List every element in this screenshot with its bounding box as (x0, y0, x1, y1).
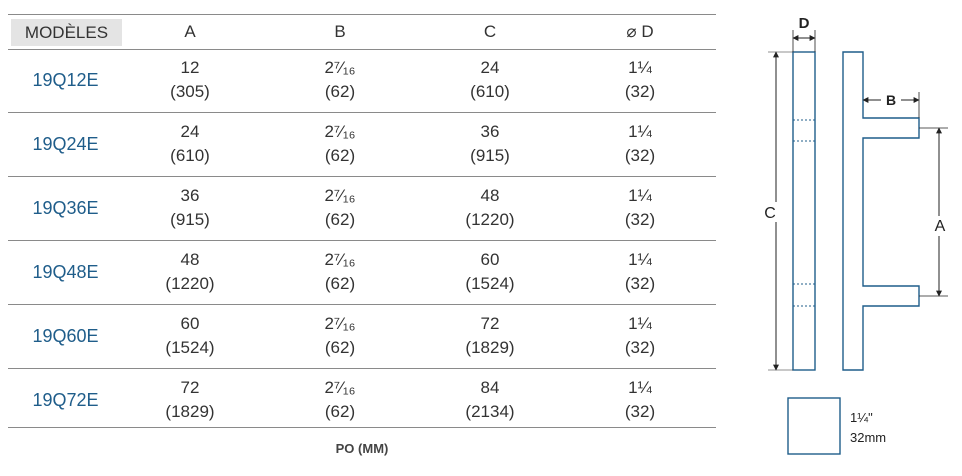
cell-c (430, 56, 550, 104)
model-name: 19Q24E (32, 134, 99, 154)
value-mm: (1524) (465, 274, 515, 293)
model-name: 19Q36E (32, 198, 99, 218)
value-in: 2⁷⁄₁₆ (324, 250, 356, 269)
value-in: 1¼ (628, 58, 652, 77)
cell-a (130, 120, 250, 168)
value-mm: (1220) (465, 210, 515, 229)
cell-b (280, 312, 400, 360)
cell-b (280, 376, 400, 424)
value-mm: (2134) (465, 402, 515, 421)
value-mm: (62) (324, 274, 356, 293)
cell-c (430, 120, 550, 168)
value-in: 12 (180, 58, 200, 77)
value-in: 84 (480, 378, 500, 397)
bar-side-view (793, 52, 815, 370)
cell-a (130, 56, 250, 104)
model-name: 19Q12E (32, 70, 99, 90)
value-in: 48 (180, 250, 200, 269)
value-in: 2⁷⁄₁₆ (324, 58, 356, 77)
value-mm: (1829) (465, 338, 515, 357)
value-mm: (32) (624, 402, 656, 421)
value-in: 2⁷⁄₁₆ (324, 122, 356, 141)
cell-a (130, 248, 250, 296)
table-footer (8, 427, 716, 468)
model-name: 19Q48E (32, 262, 99, 282)
table-row (8, 241, 716, 305)
dimension-c-label: C (764, 205, 776, 222)
value-in: 1¼ (628, 314, 652, 333)
value-mm: (610) (170, 146, 210, 165)
value-mm: (62) (324, 402, 356, 421)
value-mm: (62) (324, 82, 356, 101)
cell-c (430, 376, 550, 424)
cell-c (430, 312, 550, 360)
value-in: 60 (180, 314, 200, 333)
section-size-inches: 1¼" (850, 410, 873, 425)
value-mm: (1524) (165, 338, 215, 357)
value-in: 36 (480, 122, 500, 141)
cell-a (130, 376, 250, 424)
value-in: 72 (180, 378, 200, 397)
cell-b (280, 248, 400, 296)
value-mm: (915) (170, 210, 210, 229)
cell-c (430, 184, 550, 232)
value-in: 24 (480, 58, 500, 77)
cell-b (280, 120, 400, 168)
value-mm: (610) (470, 82, 510, 101)
value-mm: (62) (324, 210, 356, 229)
units-label: PO (MM) (335, 441, 389, 456)
value-mm: (62) (324, 146, 356, 165)
dimension-d-label: D (798, 15, 810, 32)
value-mm: (915) (470, 146, 510, 165)
table-header (8, 14, 716, 50)
cell-b (280, 56, 400, 104)
table-row (8, 49, 716, 113)
value-mm: (32) (624, 274, 656, 293)
dimension-a-label: A (934, 218, 946, 235)
table-row (8, 369, 716, 432)
value-in: 1¼ (628, 122, 652, 141)
value-in: 2⁷⁄₁₆ (324, 314, 356, 333)
column-header-c: C (483, 22, 497, 41)
section-size-mm: 32mm (850, 430, 887, 445)
table-row (8, 305, 716, 369)
value-mm: (305) (170, 82, 210, 101)
value-in: 60 (480, 250, 500, 269)
value-mm: (1829) (165, 402, 215, 421)
cell-d (580, 376, 700, 424)
value-in: 1¼ (628, 250, 652, 269)
column-header-d: ⌀ D (626, 22, 654, 41)
value-mm: (62) (324, 338, 356, 357)
value-in: 2⁷⁄₁₆ (324, 186, 356, 205)
cell-d (580, 312, 700, 360)
value-in: 48 (480, 186, 500, 205)
cell-d (580, 248, 700, 296)
cell-d (580, 184, 700, 232)
grab-bar-diagram (746, 8, 956, 468)
value-mm: (32) (624, 210, 656, 229)
cell-a (130, 184, 250, 232)
value-mm: (32) (624, 338, 656, 357)
value-in: 72 (480, 314, 500, 333)
value-in: 1¼ (628, 378, 652, 397)
column-header-b: B (334, 22, 346, 41)
value-mm: (32) (624, 82, 656, 101)
table-row (8, 177, 716, 241)
cell-d (580, 120, 700, 168)
dimension-b-label: B (885, 92, 897, 108)
model-name: 19Q72E (32, 390, 99, 410)
square-section (788, 398, 840, 454)
value-mm: (32) (624, 146, 656, 165)
models-header: MODÈLES (11, 19, 122, 46)
value-mm: (1220) (165, 274, 215, 293)
value-in: 2⁷⁄₁₆ (324, 378, 356, 397)
value-in: 24 (180, 122, 200, 141)
model-name: 19Q60E (32, 326, 99, 346)
value-in: 36 (180, 186, 200, 205)
cell-d (580, 56, 700, 104)
value-in: 1¼ (628, 186, 652, 205)
column-header-a: A (184, 22, 196, 41)
cell-c (430, 248, 550, 296)
cell-b (280, 184, 400, 232)
cell-a (130, 312, 250, 360)
table-row (8, 113, 716, 177)
